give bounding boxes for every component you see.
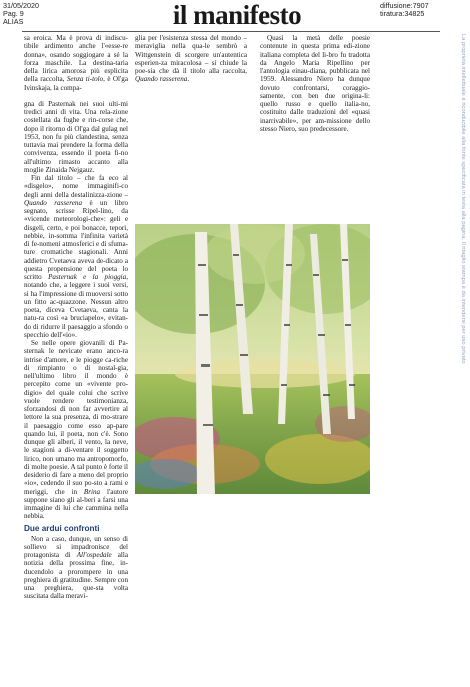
masthead: il manifesto [172, 0, 302, 30]
header-print-run: tiratura:34825 [380, 9, 425, 19]
paragraph: gna di Pasternak nei suoi ulti-mi tredici anni di vita. Una rela-zione costellata da fughe e rin-corse che, dopo il ritorno di Ol'ga dal gulag nel 1953, non fu più clandestina, senza tuttavia mai prendere la forma della convivenza, essendo il poeta fi-no all'ultimo rimasto accanto alla moglie Zinaida Nejgauz. [24, 99, 128, 174]
paragraph: Non a caso, dunque, un senso di sollievo si impadronisce del protagonista di All'ospedale alla notizia della prossima fine, in-ducendolo a prorompere in una preghiera di gratitudine. Sempre con una preghiera, que-sta volta suscitata dalla meravi- [24, 534, 128, 601]
section-subhead: Due ardui confronti [24, 523, 100, 533]
article-column-1 [24, 34, 128, 674]
header-meta-left [3, 2, 39, 27]
header-section: ALIAS [3, 17, 24, 27]
copyright-side-note: La proprietà intellettuale è riconducibile alla fonte specificata in testa alla pagina. Il ritaglio stampa è da intendersi per uso privato [460, 34, 466, 364]
header-page: Pag. 9 [3, 9, 24, 19]
paragraph: Fin dal titolo – che fa eco al «disgelo», nome immaginifi-co degli anni della destalinizza-zione – Quando rasserena è un libro segnato, scrisse Ripel-lino, da «vicende meteorologi-che»: geli e disgeli, certo, e poi bonacce, tepori, nebbie, in-somma l'infinita varietà di fe-nomeni atmosferici e di sfuma-ture cromatiche stagionali. Anni addietro Cvetaeva aveva de-dicato a questa propensione del poeta lo scritto Pasternak e la pioggia, notando che, a leggere i suoi versi, si ha l'impressione di muoversi sotto un fitto ac-quazzone. Nessun altro poeta, diceva Cvetaeva, canta la natu-ra così «a bruciapelo», evitan-do di ridurre il paesaggio a sfondo o specchio dell'«io». [24, 174, 128, 339]
painting-illustration [135, 224, 370, 494]
paragraph-gap [24, 92, 128, 100]
header-date: 31/05/2020 [3, 1, 39, 10]
painting-flowers [265, 434, 370, 484]
paragraph: Quasi la metà delle poesie contenute in questa prima edi-zione italiana completa del li-bro fu tradotta da Angelo Maria Ripellino per l'antologia einau-diana, pubblicata nel 1959. Alessandro Niero ha dunque dovuto confrontarsi, coraggio-samente, con ben due origina-li: quello russo e quello italia-no, costituito dalle traduzioni del «quasi inarrivabile», per am-missione dello stesso Niero, suo predecessore. [260, 34, 370, 133]
paragraph: sa eroica. Ma è prova di indiscu-tibile ardimento anche l'«esse-re donna», osando soggiogare a sé la forza maschile. La destina-taria della lirica amorosa più esplicita della raccolta, Senza ti-tolo, è Ol'ga Ivinskaja, la compa- [24, 34, 128, 92]
article-column-2 [135, 34, 247, 224]
header-rule [22, 31, 440, 32]
painting-birch-trees [135, 224, 370, 494]
paragraph: glia per l'esistenza stessa del mondo – meraviglia nella qua-le sembrò a Wittgenstein di scorgere un'autentica esperien-za miracolosa – si chiude la poe-sia che dà il titolo alla raccolta, Quando rasserena. [135, 34, 247, 84]
header-circulation: diffusione:7907 [380, 1, 429, 10]
paragraph: Se nelle opere giovanili di Pa-sternak le nevicate erano anco-ra intrise d'amore, e le piogge ca-riche di rimpianto o di nostal-gia, nell'ultimo libro il mondo è percepito come un «vivente pro-digio» del quale colui che scrive vuole rendere testimonianza, sforzandosi di non far avvertire al lettore la sua presenza, di mo-strare il paesaggio come esso ap-pare quando lui, il poeta, non c'è. Sono dunque gli alberi, il vento, la neve, le stagioni a di-ventare il soggetto lirico, non umano ma antropomorfo, di molte poesie. A tal punto è forte il desiderio di fare a meno del proprio «io», cedendo il suo po-sto a rami e meriggi, che in Brina l'autore suppone siano gli al-beri a farsi una immagine di lui che cammina nella nebbia. [24, 339, 128, 521]
article-column-3 [260, 34, 370, 224]
header-meta-right [380, 2, 429, 18]
